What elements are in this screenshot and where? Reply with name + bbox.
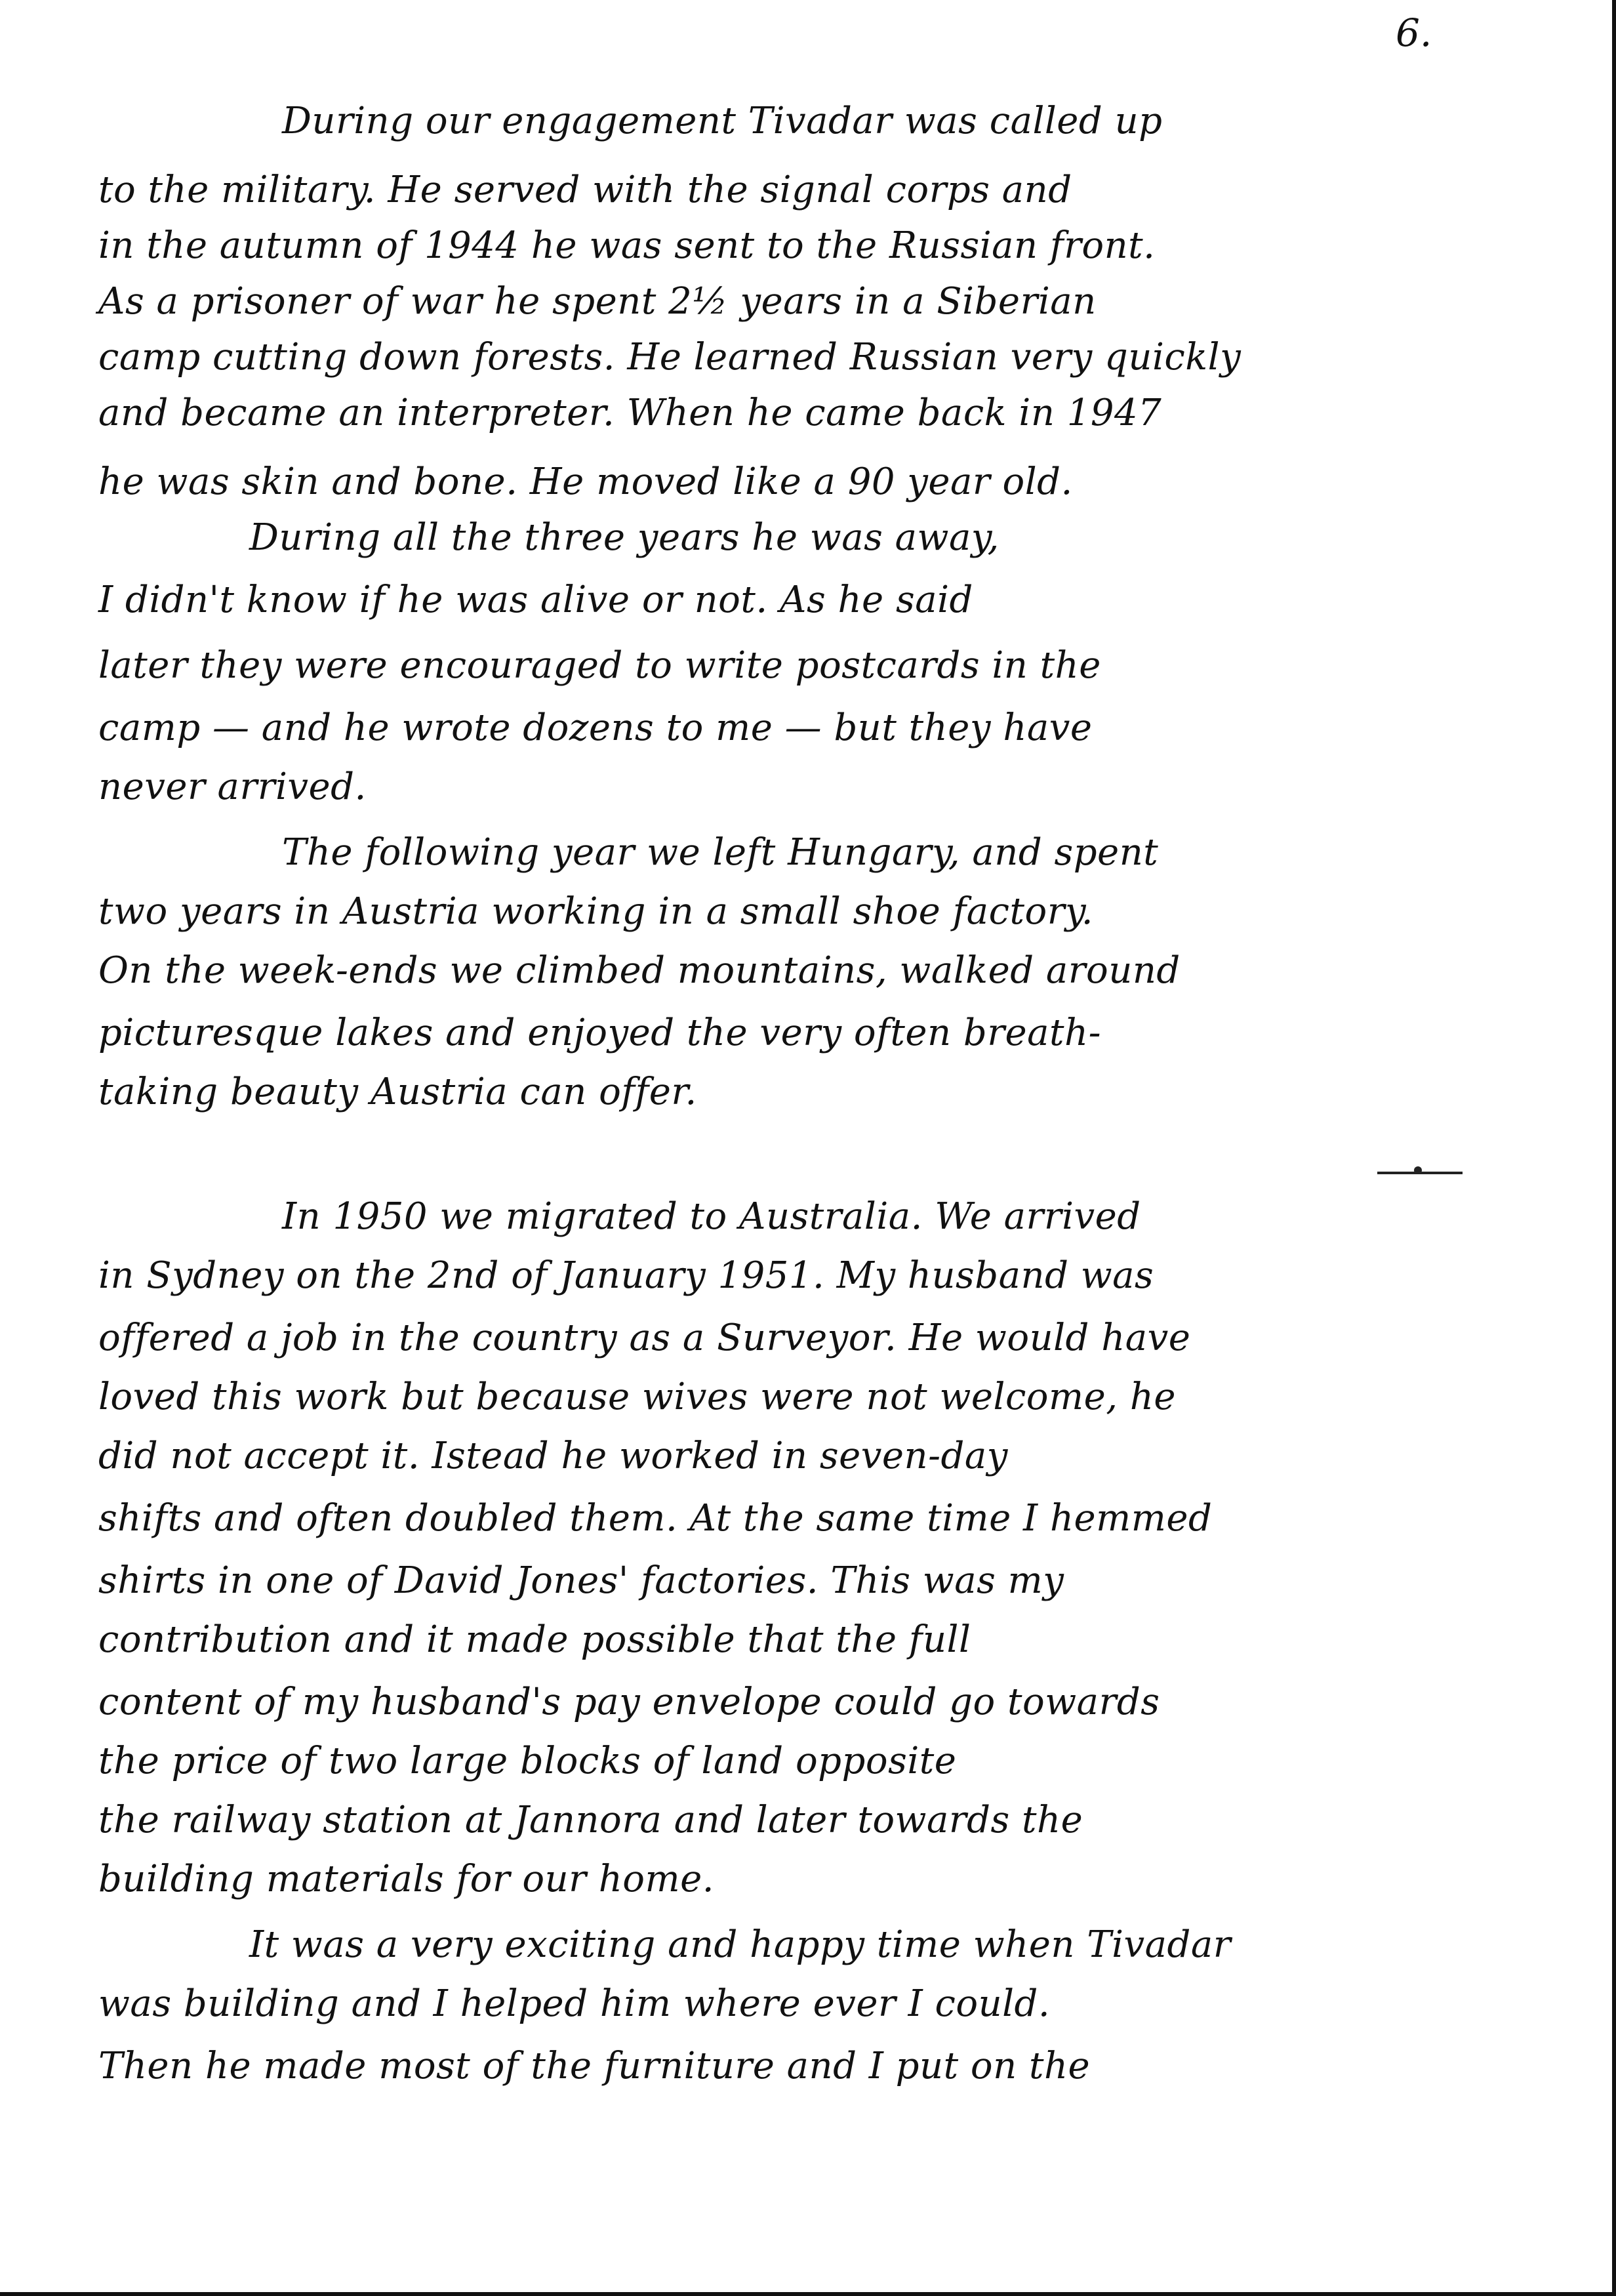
text-line: taking beauty Austria can offer. [98, 1071, 697, 1113]
text-line: and became an interpreter. When he came back in 1947 [98, 392, 1162, 434]
text-line: later they were encouraged to write postcards in the [98, 644, 1101, 687]
text-line: never arrived. [98, 766, 367, 808]
text-line: camp — and he wrote dozens to me — but they have [98, 707, 1093, 749]
text-line: I didn't know if he was alive or not. As he said [98, 579, 973, 621]
text-line: The following year we left Hungary, and spent [282, 831, 1159, 874]
text-line: Then he made most of the furniture and I put on the [98, 2045, 1091, 2087]
text-line: building materials for our home. [98, 1858, 715, 1900]
page-number: 6. [1396, 10, 1432, 55]
text-line: In 1950 we migrated to Australia. We arrived [282, 1195, 1141, 1238]
text-line: he was skin and bone. He moved like a 90 year old. [98, 461, 1073, 503]
text-line: As a prisoner of war he spent 2½ years in a Siberian [98, 280, 1097, 323]
text-line: During all the three years he was away, [249, 516, 1000, 559]
text-line: did not accept it. Istead he worked in seven-day [98, 1435, 1008, 1477]
text-line: shifts and often doubled them. At the same time I hemmed [98, 1497, 1213, 1540]
text-line: two years in Austria working in a small shoe factory. [98, 890, 1094, 933]
text-line: to the military. He served with the signal corps and [98, 169, 1072, 211]
text-line: offered a job in the country as a Surveyor. He would have [98, 1317, 1191, 1359]
text-line: the price of two large blocks of land opposite [98, 1740, 957, 1782]
page-border-right [1612, 0, 1616, 2296]
text-line: picturesque lakes and enjoyed the very often breath- [98, 1012, 1102, 1054]
text-line: loved this work but because wives were not welcome, he [98, 1376, 1177, 1418]
text-line: During our engagement Tivadar was called up [282, 100, 1163, 142]
page-border-bottom [0, 2292, 1616, 2296]
text-line: was building and I helped him where ever I could. [98, 1982, 1051, 2025]
text-line: in Sydney on the 2nd of January 1951. My husband was [98, 1254, 1154, 1297]
text-line: in the autumn of 1944 he was sent to the Russian front. [98, 224, 1156, 267]
text-line: content of my husband's pay envelope could go towards [98, 1681, 1160, 1723]
text-line: It was a very exciting and happy time when Tivadar [249, 1923, 1232, 1966]
ink-mark [1377, 1172, 1463, 1174]
text-line: the railway station at Jannora and later towards the [98, 1799, 1083, 1841]
text-line: On the week-ends we climbed mountains, walked around [98, 949, 1181, 992]
text-line: contribution and it made possible that the full [98, 1618, 971, 1661]
text-line: shirts in one of David Jones' factories. This was my [98, 1559, 1064, 1602]
text-line: camp cutting down forests. He learned Russian very quickly [98, 336, 1242, 379]
